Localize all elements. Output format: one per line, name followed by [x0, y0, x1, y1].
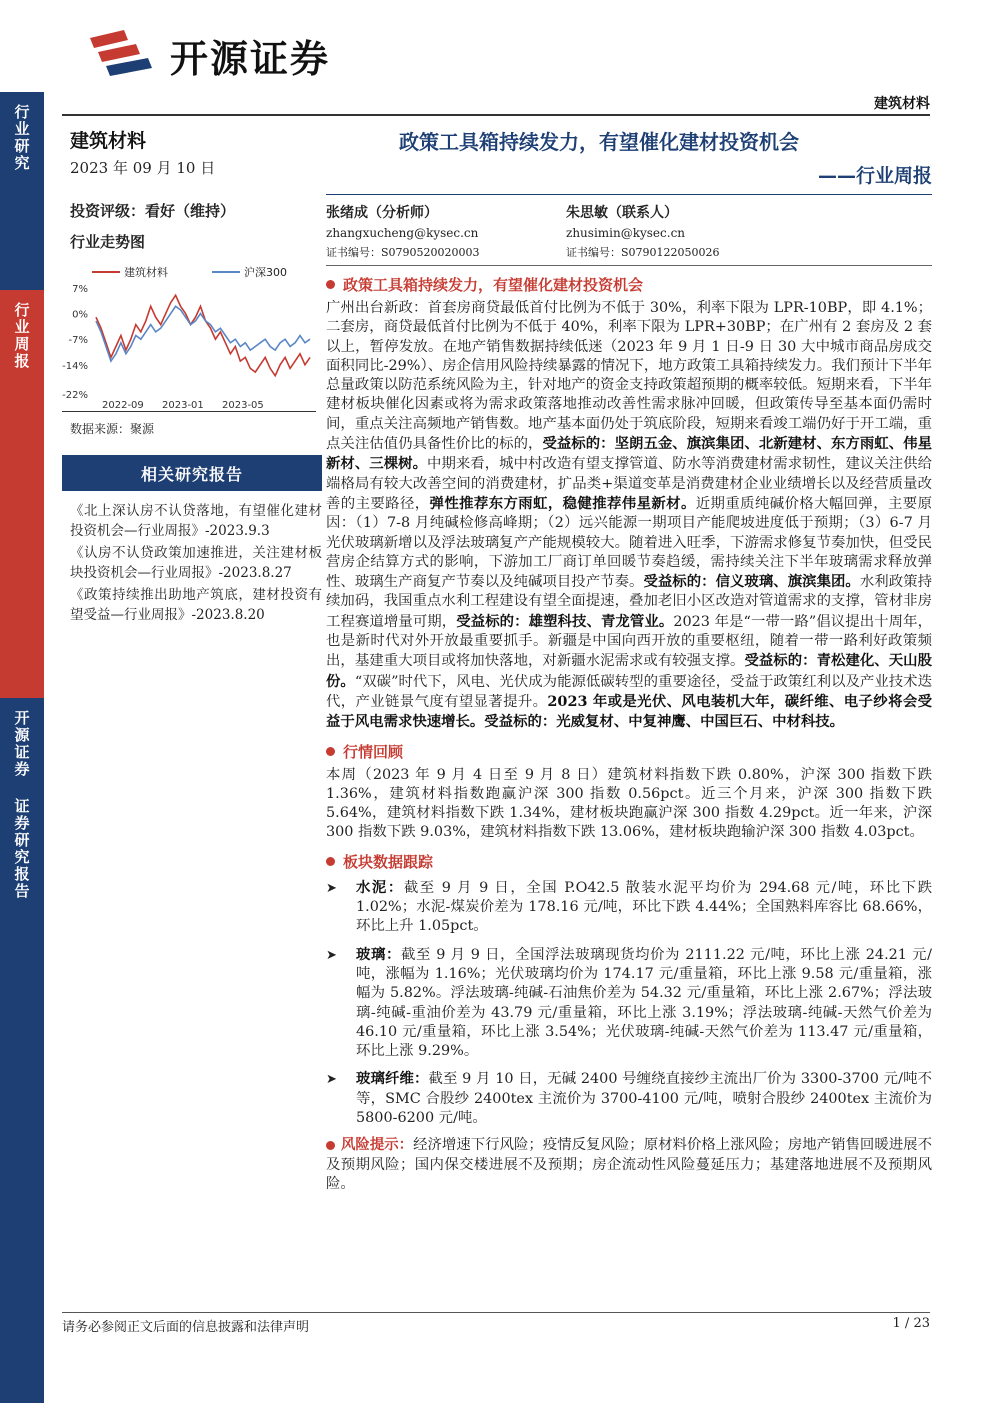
y-tick-label: -14% [62, 360, 88, 372]
y-tick-label: 7% [72, 284, 88, 295]
author-email[interactable]: zhangxucheng@kysec.cn [326, 226, 479, 240]
section-heading-text: 行情回顾 [343, 742, 404, 761]
author-name: 张绪成（分析师） [326, 205, 438, 221]
authors-block [326, 203, 932, 263]
bullet-dot-icon [326, 280, 335, 289]
report-title: 政策工具箱持续发力，有望催化建材投资机会 [399, 130, 799, 154]
main-content [326, 126, 932, 1194]
y-tick-label: -7% [68, 335, 88, 347]
section-heading-policy [326, 274, 932, 295]
para-text: 近期重质纯碱价格大幅回弹，主要原因：（1）7-8 月纯碱检修高峰期；（2）远兴能源一期项目产能爬坡进度低于预期；（3）6-7 月光伏玻璃新增以及浮法玻璃复产产能规模较大。随着进入旺季，下游需求修复节奏加快，但受民营房企结算方式的影响，下游加工厂商订单回暖节奏趋缓，需持续关注下半年玻璃需求释放弹性、玻璃生产商复产节奏以及纯碱项目投产节奏。 [326, 495, 932, 591]
risk-label: 风险提示： [341, 1137, 414, 1154]
header-divider [62, 114, 930, 116]
bullet-label: 玻璃纤维： [356, 1070, 429, 1088]
para-bold: 受益标的：信义玻璃、旗滨集团。 [643, 573, 860, 591]
y-tick-label: 0% [72, 309, 88, 321]
title-divider [326, 194, 932, 195]
bullet-label: 水泥： [356, 878, 404, 896]
related-report-item[interactable]: 《政策持续推出助地产筑底，建材投资有望受益—行业周报》-2023.8.20 [70, 587, 322, 623]
bullet-text: 截至 9 月 9 日，全国浮法玻璃现货均价为 2111.22 元/吨，环比上涨 24.21 元/吨，涨幅为 1.16%；光伏玻璃均价为 174.17 元/重量箱，环比上涨 9.58 元/重量箱，涨幅为 5.82%。浮法玻璃-纯碱-石油焦价差为 54.32 元/重量箱，环比上涨 2.67%；浮法玻璃-纯碱-重油价差为 43.79 元/重量箱，环比上涨 3.19%；浮法玻璃-纯碱-天然气价差为 46.10 元/重量箱，环比上涨 3.54%；光伏玻璃-纯碱-天然气价差为 113.47 元/重量箱，环比上涨 9.29%。 [356, 946, 932, 1060]
trend-chart-svg [62, 262, 316, 412]
bullet-dot-icon [326, 747, 335, 756]
brand-logo [84, 26, 330, 84]
section-heading-data [326, 851, 932, 872]
report-date: 2023 年 09 月 10 日 [70, 159, 216, 177]
arrow-bullet-icon: ➤ [326, 947, 337, 963]
related-report-item[interactable]: 《北上深认房不认贷落地，有望催化建材投资机会—行业周报》-2023.9.3 [70, 503, 322, 539]
bullet-text: 截至 9 月 10 日，无碱 2400 号缠绕直接纱主流出厂价为 3300-3700 元/吨不等，SMC 合股纱 2400tex 主流价为 3700-4100 元/吨，喷射合股纱 2400tex 主流价为 5800-6200 元/吨。 [356, 1071, 932, 1126]
side-label-research: 行业研究 [0, 92, 44, 290]
risk-text: 经济增速下行风险；疫情反复风险；原材料价格上涨风险；房地产销售回暖进展不及预期风险；国内保交楼进展不及预期；房企流动性风险蔓延压力；基建落地进展不及预期风险。 [326, 1137, 932, 1192]
section-heading-text: 板块数据跟踪 [343, 852, 434, 871]
bullet-dot-icon [326, 1141, 335, 1150]
footer-divider [62, 1312, 930, 1313]
chart-source: 数据来源：聚源 [70, 422, 155, 436]
para-text: 中期来看，城中村改造有望支撑管道、防水等消费建材需求韧性，建议关注供给端格局有较大改善空间的消费建材，扩品类+渠道变革是消费建材企业业绩增长以及经营质量改善的主要路径， [326, 456, 932, 512]
author-email[interactable]: zhusimin@kysec.cn [566, 226, 686, 240]
x-tick-label: 2022-09 [102, 400, 144, 411]
brand-mark-icon [84, 26, 158, 84]
author-cert: 证书编号：S0790122050026 [566, 246, 720, 259]
page-number: 1 / 23 [892, 1316, 930, 1331]
x-tick-label: 2023-01 [162, 400, 204, 411]
legend-label: 沪深300 [244, 266, 287, 279]
section-heading-text: 政策工具箱持续发力，有望催化建材投资机会 [343, 276, 644, 294]
trend-chart [62, 262, 316, 412]
y-tick-label: -22% [62, 390, 88, 401]
report-subtitle: ——行业周报 [817, 165, 932, 187]
para-bold: 2023 年或是光伏、风电装机大年，碳纤维、电子纱将会受益于风电需求快速增长。受益标的：光威复材、中复神鹰、中国巨石、中材科技。 [326, 692, 932, 731]
data-bullet-glass [326, 945, 932, 1062]
related-reports-header: 相关研究报告 [62, 455, 322, 491]
market-paragraph: 本周（2023 年 9 月 4 日至 9 月 8 日）建筑材料指数下跌 0.80%，沪深 300 指数下跌 1.36%，建筑材料指数跑赢沪深 300 指数 0.56pct。近三个月来，沪深 300 指数下跌 5.64%，建筑材料指数下跌 1.34%，建材板块跑赢沪深 300 指数 4.29pct。近一年来，沪深 300 指数下跌 9.03%，建筑材料指数下跌 13.06%，建材板块跑输沪深 300 指数 4.03pct。 [326, 766, 932, 841]
data-bullets [326, 878, 932, 1129]
bullet-label: 玻璃： [356, 945, 402, 963]
bullet-text: 截至 9 月 9 日，全国 P.O42.5 散装水泥平均价为 294.68 元/吨，环比下跌 1.02%；水泥-煤炭价差为 178.16 元/吨，环比下跌 4.44%；全国熟料库容比 68.66%，环比上升 1.05pct。 [356, 879, 932, 935]
section-heading-market [326, 741, 932, 762]
related-report-item[interactable]: 《认房不认贷政策加速推进，关注建材板块投资机会—行业周报》-2023.8.27 [70, 545, 322, 581]
trend-chart-title: 行业走势图 [70, 233, 146, 251]
investment-rating: 投资评级：看好（维持） [70, 202, 236, 220]
para-bold: 弹性推荐东方雨虹，稳健推荐伟星新材。 [429, 494, 696, 512]
risk-paragraph [326, 1136, 932, 1194]
x-tick-label: 2023-05 [222, 400, 264, 411]
side-strip [0, 0, 44, 1403]
industry-name: 建筑材料 [70, 130, 147, 152]
para-text: “双碳”时代下，风电、光伏成为能源低碳转型的重要途径，受益于政策红利以及产业技术迭代，产业链景气度有望显著提升。 [326, 673, 932, 710]
side-label-weekly: 行业周报 [0, 290, 44, 698]
arrow-bullet-icon: ➤ [326, 1072, 337, 1088]
data-bullet-fiberglass [326, 1069, 932, 1128]
left-column [62, 126, 322, 627]
footer-disclaimer[interactable]: 请务必参阅正文后面的信息披露和法律声明 [62, 1320, 310, 1335]
author-cert: 证书编号：S0790520020003 [326, 246, 480, 259]
para-bold: 受益标的：坚朗五金、旗滨集团、北新建材、东方雨虹、伟星新材、三棵树。 [326, 435, 932, 473]
bullet-dot-icon [326, 857, 335, 866]
author-card [566, 203, 806, 263]
para-bold: 受益标的：青松建化、天山股份。 [326, 652, 932, 690]
author-card [326, 203, 566, 263]
brand-name: 开源证券 [170, 36, 331, 81]
para-text: 广州出台新政：首套房商贷最低首付比例为不低于 30%，利率下限为 LPR-10BP，即 4.1%；二套房，商贷最低首付比例为不低于 40%，利率下限为 LPR+30BP；在广州有 2 套房及 2 套以上，暂停发放。在地产销售数据持续低迷（2023 年 9 月 1 日-9 日 30 大中城市商品房成交面积同比-29%）、房企信用风险持续暴露的情况下，地方政策工具箱持续发力。我们预计下半年总量政策以防范系统风险为主，针对地产的资金支持政策超预期的概率较低。短期来看，下半年建材板块催化因素或将为需求政策落地推动改善性需求脉冲回暖，但政策传导至基本面仍需时间，重点关注高频地产销售数。地产基本面仍处于筑底阶段，短期来看竣工端仍好于开工端，重点关注估值仍具备性价比的标的， [326, 300, 932, 453]
related-reports-list [62, 501, 322, 625]
para-text: 2023 年是“一带一路”倡议提出十周年，也是新时代对外开放最重要抓手。新疆是中国向西开放的重要枢纽，随着一带一路利好政策频出，基建重大项目或将加快落地，对新疆水泥需求或有较强支撑。 [326, 613, 932, 670]
side-label-brand: 开源证券 证券研究报告 [0, 698, 44, 1403]
arrow-bullet-icon: ➤ [326, 880, 337, 896]
author-name: 朱思敏（联系人） [566, 205, 678, 221]
data-bullet-cement [326, 878, 932, 937]
header-industry-tag: 建筑材料 [874, 96, 930, 112]
series-line [96, 295, 310, 375]
para-text: 水利政策持续加码，我国重点水利工程建设有望全面提速，叠加老旧小区改造对管道需求的支撑，管材非房工程赛道增量可期， [326, 574, 932, 630]
legend-label: 建筑材料 [124, 266, 168, 279]
para-bold: 受益标的：雄塑科技、青龙管业。 [456, 612, 674, 630]
policy-paragraph [326, 299, 932, 733]
authors-divider [326, 265, 932, 266]
